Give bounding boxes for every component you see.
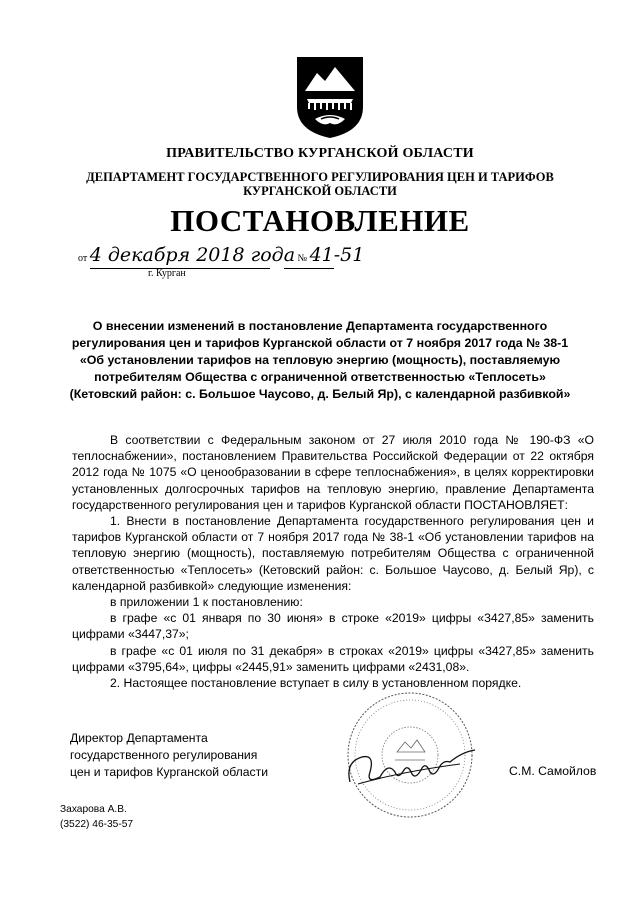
title-line: потребителям Общества с ограниченной ответственностью «Теплосеть» xyxy=(94,370,546,384)
body-paragraph-change2: в графе «с 01 июля по 31 декабря» в строках «2019» цифры «3427,85» заменить цифрами «3795,64», цифры «2445,91» заменить цифрами «2431,08». xyxy=(72,643,594,674)
title-line: (Кетовский район: с. Большое Чаусово, д. Белый Яр), с календарной разбивкой» xyxy=(69,387,571,401)
body-paragraph-item1: 1. Внести в постановление Департамента государственного регулирования цен и тарифов Курганской области от 7 ноября 2017 года № 38-1 «Об установлении тарифов на тепловую энергию (мощность), поставляемую потребителям Общества с ограниченной ответственностью «Теплосеть» (Кетовский район: с. Большое Чаусово, д. Белый Яр), с календарной разбивкой» следующие изменения: xyxy=(72,514,594,593)
signatory-line: государственного регулирования xyxy=(70,748,258,762)
signatory-line: цен и тарифов Курганской области xyxy=(70,765,269,779)
body-paragraph-appendix: в приложении 1 к постановлению: xyxy=(110,595,303,610)
date-line xyxy=(78,244,364,266)
date-from-label: от xyxy=(78,253,88,264)
body-paragraph-preamble: В соответствии с Федеральным законом от 27 июля 2010 года № 190-ФЗ «О теплоснабжении», постановлением Правительства Российской Федерации от 22 октября 2012 года № 1075 «О ценообразовании в сфере теплоснабжения», в целях корректировки установленных долгосрочных тарифов на тепловую энергию, правление Департамента государственного регулирования цен и тарифов Курганской области ПОСТАНОВЛЯЕТ: xyxy=(72,433,594,512)
handwritten-date: 4 декабря 2018 года xyxy=(89,244,296,266)
title-line: «Об установлении тарифов на тепловую энергию (мощность), поставляемую xyxy=(79,353,561,367)
department-name-line1: ДЕПАРТАМЕНТ ГОСУДАРСТВЕННОГО РЕГУЛИРОВАНИЯ ЦЕН И ТАРИФОВ xyxy=(86,170,554,184)
title-line: регулирования цен и тарифов Курганской области от 7 ноября 2017 года № 38-1 xyxy=(71,336,569,350)
handwritten-signature xyxy=(340,742,490,792)
coat-of-arms-emblem xyxy=(295,55,365,140)
executor-info xyxy=(60,802,133,832)
resolution-body xyxy=(72,432,594,691)
title-line: О внесении изменений в постановление Департамента государственного xyxy=(92,319,548,333)
body-paragraph-item2: 2. Настоящее постановление вступает в силу в установленном порядке. xyxy=(110,676,522,691)
department-name-line2: КУРГАНСКОЙ ОБЛАСТИ xyxy=(243,184,397,198)
signatory-line: Директор Департамента xyxy=(70,731,208,745)
body-paragraph-change1: в графе «с 01 января по 30 июня» в строке «2019» цифры «3427,85» заменить цифрами «3447,37»; xyxy=(72,611,594,642)
signatory-name: С.М. Самойлов xyxy=(509,764,597,778)
number-label: № xyxy=(297,253,308,264)
handwritten-number: 41-51 xyxy=(309,244,365,266)
government-name: ПРАВИТЕЛЬСТВО КУРГАНСКОЙ ОБЛАСТИ xyxy=(166,146,474,161)
number-underline xyxy=(284,268,334,269)
resolution-title xyxy=(60,318,580,403)
document-type-title: ПОСТАНОВЛЕНИЕ xyxy=(170,203,470,238)
signatory-position xyxy=(70,730,268,781)
executor-name: Захарова А.В. xyxy=(60,804,127,815)
city-label: г. Курган xyxy=(148,268,186,279)
executor-phone: (3522) 46-35-57 xyxy=(60,819,134,830)
